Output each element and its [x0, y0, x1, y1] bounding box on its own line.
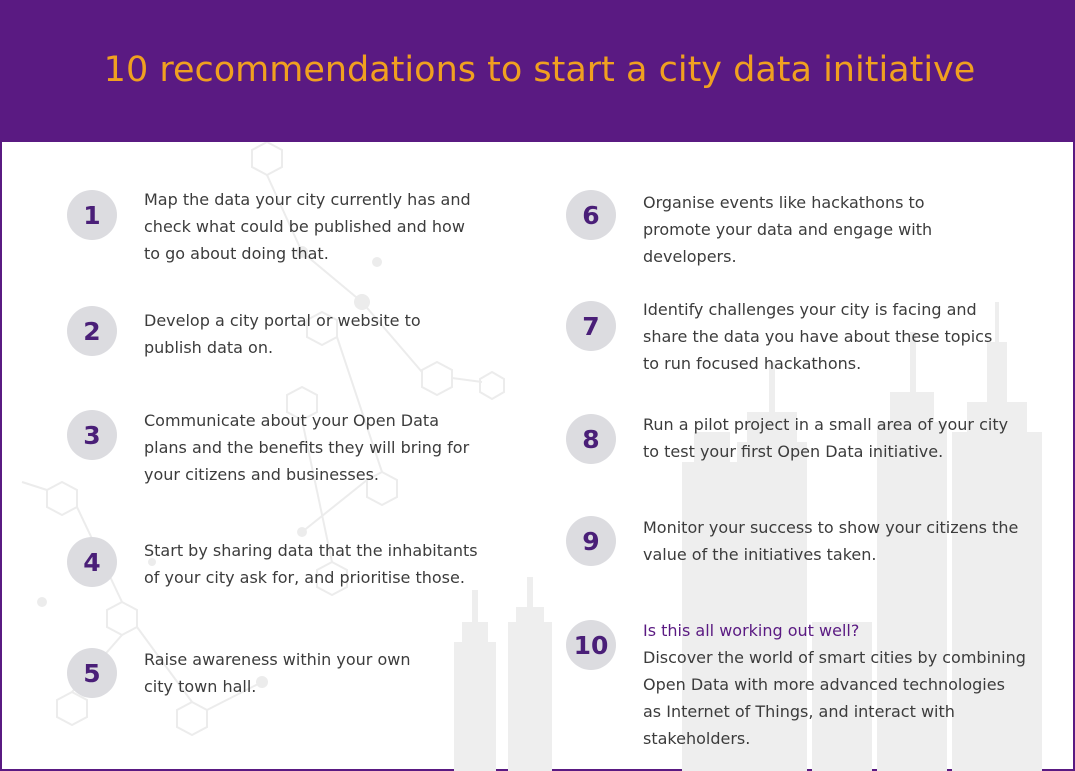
recommendation-text: Develop a city portal or website to publish data on.: [144, 311, 421, 357]
number-badge: 9: [566, 516, 616, 566]
recommendation-text: Run a pilot project in a small area of your city to test your first Open Data initiative.: [643, 415, 1009, 461]
recommendation-text: Monitor your success to show your citizens the value of the initiatives taken.: [643, 518, 1019, 564]
number-badge: 1: [67, 190, 117, 240]
number-badge: 4: [67, 537, 117, 587]
recommendation-text: Start by sharing data that the inhabitants of your city ask for, and prioritise those.: [144, 541, 478, 587]
recommendation-text: Communicate about your Open Data plans and the benefits they will bring for your citizens and businesses.: [144, 411, 470, 484]
number-badge: 7: [566, 301, 616, 351]
number-badge: 5: [67, 648, 117, 698]
recommendation-text: Raise awareness within your own city town hall.: [144, 650, 411, 696]
recommendation-text: Map the data your city currently has and check what could be published and how to go about doing that.: [144, 190, 471, 263]
number-badge: 8: [566, 414, 616, 464]
number-badge: 6: [566, 190, 616, 240]
number-badge: 3: [67, 410, 117, 460]
page-title: 10 recommendations to start a city data initiative: [103, 50, 976, 90]
number-badge: 10: [566, 620, 616, 670]
recommendation-text: Discover the world of smart cities by combining Open Data with more advanced technologies as Internet of Things, and interact with stakeholders.: [643, 648, 1026, 748]
header-banner: [2, 2, 1075, 142]
recommendation-text: Identify challenges your city is facing and share the data you have about these topics to run focused hackathons.: [643, 300, 993, 373]
recommendation-text: Organise events like hackathons to promote your data and engage with developers.: [643, 193, 933, 266]
recommendation-subheading: Is this all working out well?: [643, 621, 860, 640]
number-badge: 2: [67, 306, 117, 356]
